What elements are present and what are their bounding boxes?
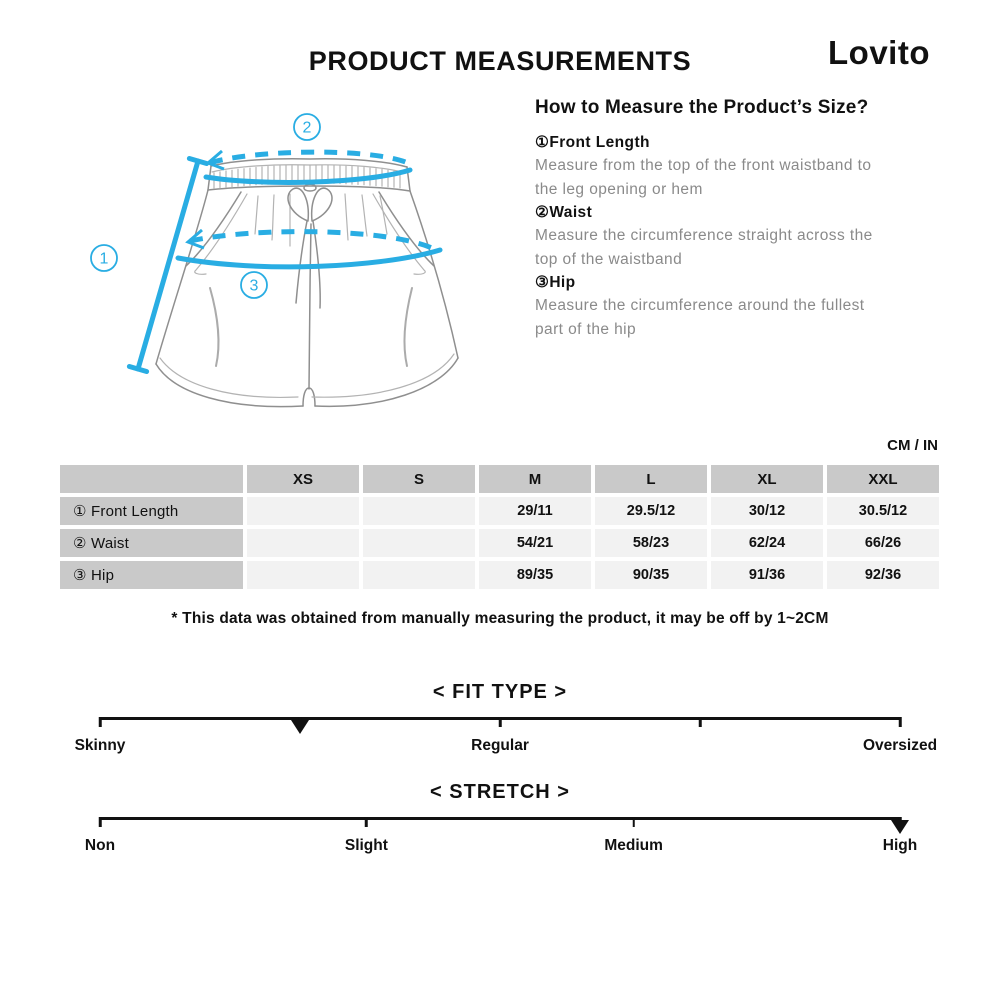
how-to-measure-section: [535, 97, 893, 341]
scale-marker-triangle: [291, 720, 309, 734]
stretch-axis: [100, 817, 900, 820]
scale-label: Slight: [344, 836, 388, 854]
instruction-desc: Measure from the top of the front waistband to the leg opening or hem: [535, 157, 872, 198]
table-cell: 92/36: [827, 561, 939, 589]
page-title: PRODUCT MEASUREMENTS: [308, 46, 692, 76]
bow-left-loop: [288, 188, 308, 221]
waistband-top-edge: [211, 159, 407, 167]
scale-tick: [499, 717, 502, 727]
table-cell: 30/12: [711, 497, 823, 525]
table-cell: 29/11: [479, 497, 591, 525]
callout-number-1: 1: [99, 250, 109, 268]
scale-tick: [899, 717, 902, 727]
shorts-drawing: [156, 159, 458, 407]
scale-label: Medium: [604, 836, 663, 854]
scale-label: Skinny: [74, 736, 126, 754]
fit-type-title: < FIT TYPE >: [432, 681, 568, 703]
right-hem: [315, 358, 458, 406]
table-cell: [247, 561, 359, 589]
scale-label: Oversized: [862, 736, 938, 754]
shorts-measurement-diagram: [60, 100, 500, 430]
waistband-inner-edge: [212, 165, 406, 173]
table-cell: 62/24: [711, 529, 823, 557]
instruction-label: ③Hip: [535, 274, 576, 291]
table-cell: 91/36: [711, 561, 823, 589]
brand-logo: Lovito: [828, 34, 930, 71]
size-col-header: M: [479, 465, 591, 493]
table-cell: 89/35: [479, 561, 591, 589]
fit-type-body: [74, 717, 938, 757]
table-cell: 58/23: [595, 529, 707, 557]
scale-tick: [699, 717, 702, 727]
stretch-body: [84, 817, 918, 857]
instruction-item-waist: [535, 201, 893, 271]
hip-measure-solid-arc: [178, 250, 440, 267]
how-to-measure-heading: How to Measure the Product’s Size?: [535, 97, 869, 118]
table-cell: [247, 497, 359, 525]
instruction-desc: Measure the circumference around the fullest part of the hip: [535, 297, 865, 338]
scale-label: Regular: [471, 736, 529, 754]
table-row-label: ① Front Length: [60, 497, 243, 525]
table-cell: 30.5/12: [827, 497, 939, 525]
size-col-header: XXL: [827, 465, 939, 493]
instruction-label: ②Waist: [535, 204, 593, 221]
scale-tick: [365, 817, 368, 827]
left-hem-inner: [160, 358, 298, 397]
table-cell: 29.5/12: [595, 497, 707, 525]
scale-label: Non: [84, 836, 116, 854]
stretch-title: < STRETCH >: [430, 781, 570, 803]
fabric-gather-creases: [255, 194, 387, 246]
size-col-header: XS: [247, 465, 359, 493]
scale-marker-triangle: [891, 820, 909, 834]
size-col-header: S: [363, 465, 475, 493]
table-cell: [247, 529, 359, 557]
front-length-measure-bar: [138, 161, 198, 369]
stretch-labels: [84, 836, 918, 857]
table-cell: [363, 497, 475, 525]
scale-tick: [99, 717, 102, 727]
right-leg-crease: [405, 288, 412, 366]
center-front-seam: [309, 224, 311, 389]
table-cell: [363, 561, 475, 589]
scale-tick: [99, 817, 102, 827]
unit-label: CM / IN: [887, 437, 938, 454]
waist-measure-solid-arc: [206, 170, 410, 182]
corner-header-cell: [60, 465, 243, 493]
instruction-desc: Measure the circumference straight across the top of the waistband: [535, 227, 873, 268]
measurement-disclaimer: * This data was obtained from manually measuring the product, it may be off by 1~2CM: [171, 610, 829, 627]
scale-label: High: [882, 836, 918, 854]
table-cell: 66/26: [827, 529, 939, 557]
size-col-header: L: [595, 465, 707, 493]
instruction-item-hip: [535, 271, 893, 341]
instruction-item-front-length: [535, 131, 893, 201]
callout-number-3: 3: [249, 277, 259, 295]
left-leg-crease: [210, 288, 218, 366]
measurement-annotations: [91, 114, 440, 372]
table-cell: [363, 529, 475, 557]
size-table: [60, 465, 939, 589]
bow-right-loop: [312, 188, 332, 221]
scale-tick: [632, 817, 635, 827]
fit-type-scale: [0, 681, 1000, 757]
table-cell: 54/21: [479, 529, 591, 557]
left-hem: [156, 364, 303, 407]
table-row-label: ② Waist: [60, 529, 243, 557]
instruction-label: ①Front Length: [535, 134, 650, 151]
size-col-header: XL: [711, 465, 823, 493]
left-pocket-opening: [186, 192, 241, 266]
right-hem-inner: [312, 354, 454, 397]
fit-type-labels: [74, 736, 938, 757]
fit-type-axis: [100, 717, 900, 720]
table-row-label: ③ Hip: [60, 561, 243, 589]
callout-number-2: 2: [302, 119, 312, 137]
stretch-scale: [0, 781, 1000, 857]
table-cell: 90/35: [595, 561, 707, 589]
